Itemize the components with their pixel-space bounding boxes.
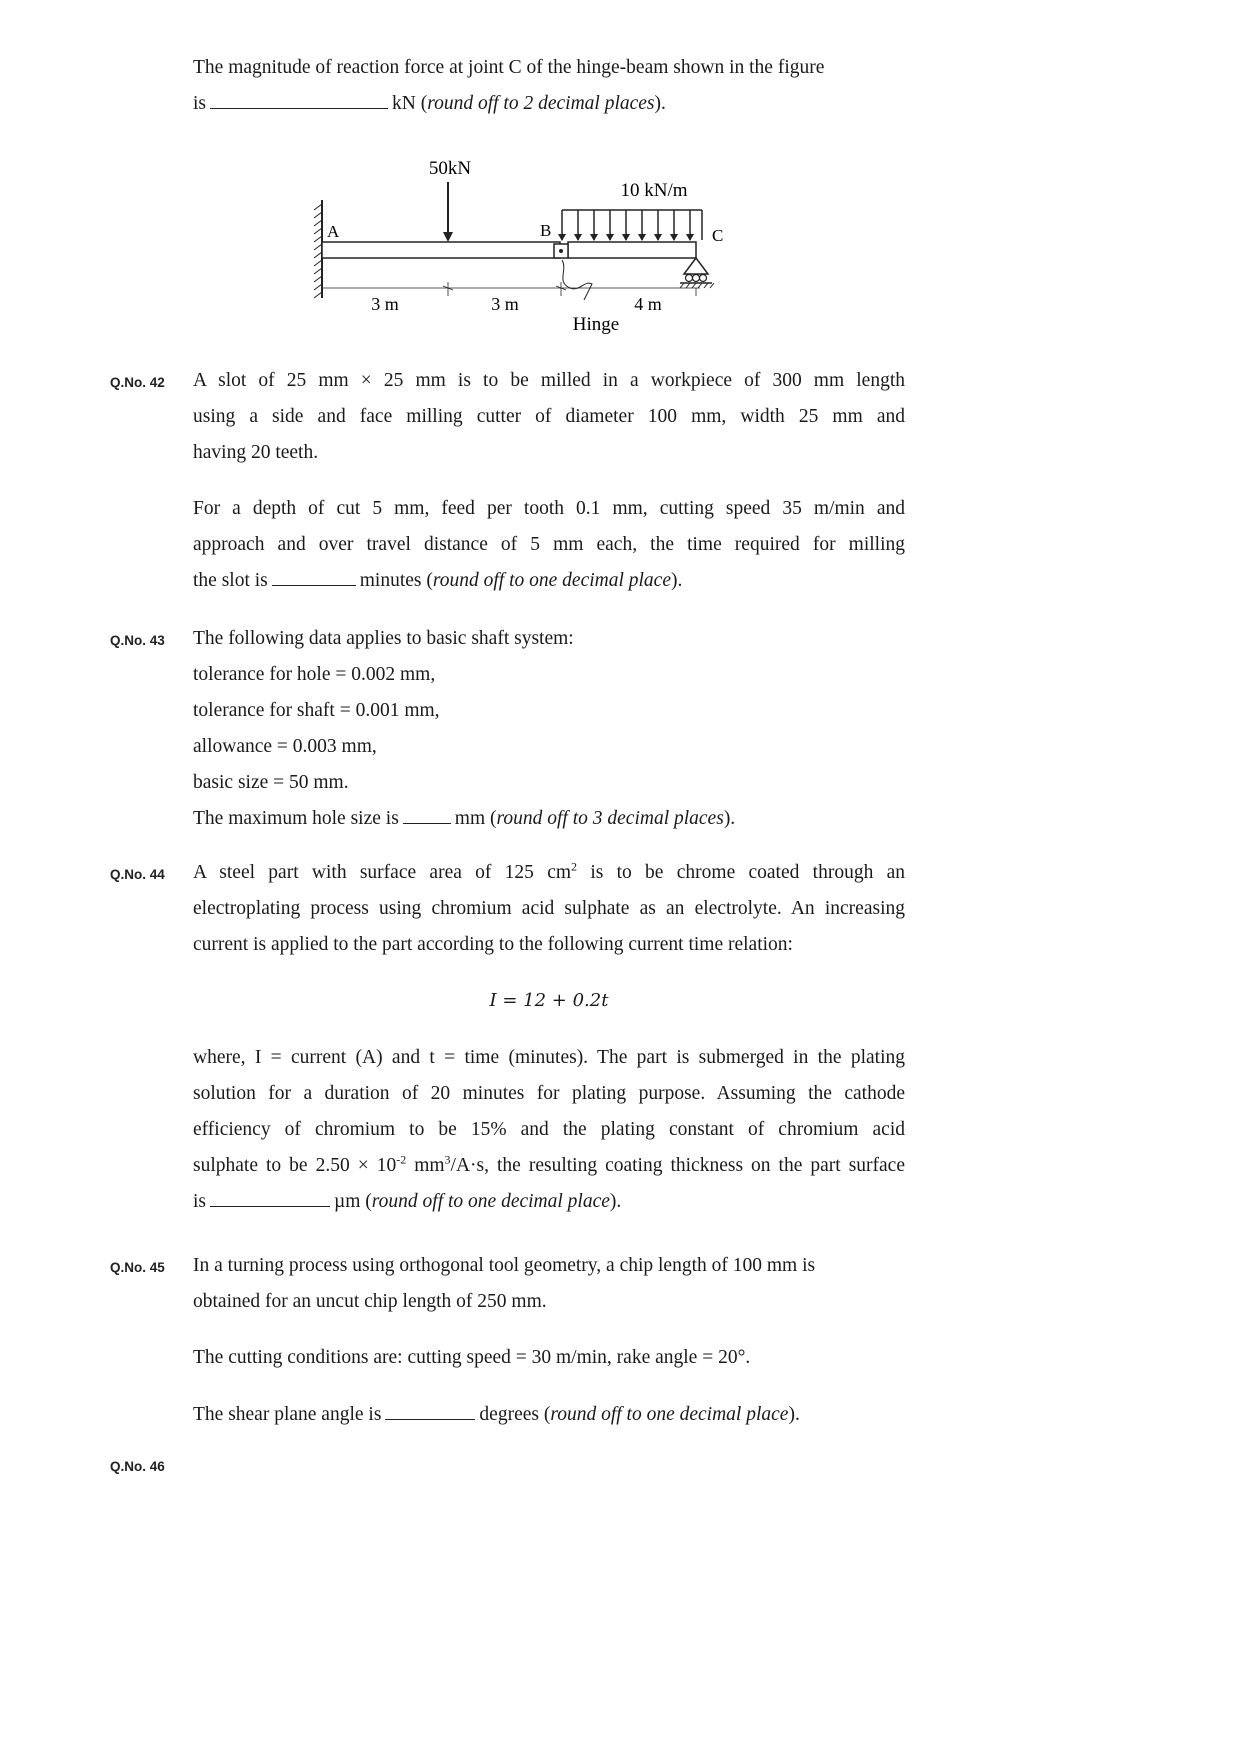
question-number: Q.No. 45 xyxy=(110,1260,165,1275)
answer-blank xyxy=(272,569,356,586)
q44-line: where, I = current (A) and t = time (minutes). The part is submerged in the plating xyxy=(193,1047,905,1068)
q42-text-2: For a depth of cut 5 mm, feed per tooth 0.1 mm, cutting speed 35 m/min and approach and over travel distance of 5 mm each, the time required for milling the slot is minutes (round off to one decimal place). xyxy=(193,491,905,599)
q44-line: solution for a duration of 20 minutes for plating purpose. Assuming the cathode xyxy=(193,1083,905,1104)
q43-line: tolerance for shaft = 0.001 mm, xyxy=(193,700,440,721)
q43-line: allowance = 0.003 mm, xyxy=(193,736,377,757)
answer-blank xyxy=(210,1190,330,1207)
q45-text xyxy=(193,1248,905,1320)
answer-blank xyxy=(210,92,388,109)
q44-line: electroplating process using chromium acid sulphate as an electrolyte. An increasing xyxy=(193,898,905,919)
answer-blank xyxy=(403,807,451,824)
q43-line: The following data applies to basic shaft system: xyxy=(193,628,574,649)
dim-bc: 4 m xyxy=(634,294,662,314)
dim-ab-1: 3 m xyxy=(371,294,399,314)
question-number: Q.No. 44 xyxy=(110,867,165,882)
label-c: C xyxy=(712,226,724,245)
q44-line: current is applied to the part according to the following current time relation: xyxy=(193,934,793,955)
q41-is: is xyxy=(193,93,207,114)
label-b: B xyxy=(540,221,552,240)
q45-line: obtained for an uncut chip length of 250 mm. xyxy=(193,1291,547,1312)
q44-text: A steel part with surface area of 125 $cm^2$ is to be chrome coated through an electroplating process using chromium acid sulphate as an electrolyte. An increasing current is applied to the part according to the following current time relation: xyxy=(193,855,905,963)
q44-line: efficiency of chromium to be 15% and the plating constant of chromium acid xyxy=(193,1119,905,1140)
udl-label: 10 kN/m xyxy=(620,180,688,201)
q42-line: A slot of 25 mm × 25 mm is to be milled in a workpiece of 300 mm length xyxy=(193,370,905,391)
q45-text-3: The shear plane angle is degrees (round off to one decimal place). xyxy=(193,1404,800,1425)
load-label: 50kN xyxy=(428,158,472,179)
beam-bc xyxy=(568,242,696,258)
dim-ab-2: 3 m xyxy=(491,294,519,314)
label-a: A xyxy=(327,222,340,241)
q41-text: The magnitude of reaction force at joint C of the hinge-beam shown in the figure is kN (round off to 2 decimal places). xyxy=(193,50,905,122)
question-number: Q.No. 43 xyxy=(110,633,165,648)
hinge-beam-figure xyxy=(300,150,780,350)
roller-support xyxy=(684,258,708,274)
q42-text xyxy=(193,363,905,471)
q42-line: For a depth of cut 5 mm, feed per tooth 0.1 mm, cutting speed 35 m/min and xyxy=(193,498,905,519)
q41-line1: The magnitude of reaction force at joint C of the hinge-beam shown in the figure xyxy=(193,57,825,78)
q43-line: tolerance for hole = 0.002 mm, xyxy=(193,664,436,685)
answer-blank xyxy=(385,1403,475,1420)
q44-text-2: where, I = current (A) and t = time (minutes). The part is submerged in the plating solution for a duration of 20 minutes for plating purpose. Assuming the cathode efficiency of chromium to be 15% and the plating constant of chromium acid sulphate to be $2.50 \times 10^{-2}$ $mm^3/A\cdot s$, the resulting coating thickness on the part surface is µm (round off to one decimal place). xyxy=(193,1040,905,1220)
q45-line: In a turning process using orthogonal tool geometry, a chip length of 100 mm is xyxy=(193,1255,816,1276)
question-number: Q.No. 42 xyxy=(110,375,165,390)
q45-line: The cutting conditions are: cutting speed = 30 m/min, rake angle = 20°. xyxy=(193,1347,751,1368)
q43-text: The following data applies to basic shaft system: tolerance for hole = 0.002 mm, tolerance for shaft = 0.001 mm, allowance = 0.003 mm, basic size = 50 mm. The maximum hole size is mm (round off to 3 decimal places). xyxy=(193,621,905,837)
q44-equation: I = 12 + 0.2t xyxy=(489,990,609,1011)
question-number: Q.No. 46 xyxy=(110,1459,165,1474)
q45-text-2 xyxy=(193,1340,905,1376)
beam-ab xyxy=(322,242,560,258)
q42-line: using a side and face milling cutter of diameter 100 mm, width 25 mm and xyxy=(193,406,905,427)
q43-line: basic size = 50 mm. xyxy=(193,772,349,793)
q42-line: approach and over travel distance of 5 mm each, the time required for milling xyxy=(193,534,905,555)
hinge-label: Hinge xyxy=(572,314,620,335)
q42-line: having 20 teeth. xyxy=(193,442,319,463)
